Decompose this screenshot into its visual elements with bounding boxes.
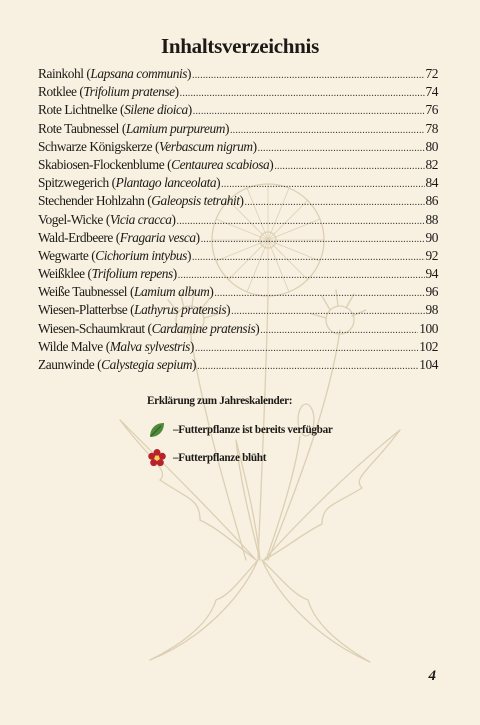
- dot-leader: [214, 288, 424, 299]
- toc-page-number: 88: [425, 211, 438, 227]
- toc-entry-label: Rainkohl (Lapsana communis): [38, 66, 192, 81]
- dot-leader: [221, 179, 424, 190]
- toc-page-number: 100: [419, 320, 438, 336]
- plant-name: Vogel-Wicke: [38, 211, 103, 227]
- toc-page-number: 90: [425, 229, 438, 245]
- page-number: 4: [428, 668, 436, 684]
- dot-leader: [180, 88, 425, 99]
- plant-name: Wegwarte: [38, 247, 89, 263]
- latin-name: Plantago lanceolata: [115, 175, 217, 191]
- plant-name: Stechender Hohlzahn: [38, 193, 145, 209]
- dot-leader: [177, 216, 425, 227]
- dot-leader: [260, 325, 418, 336]
- latin-name: Silene dioica: [124, 102, 188, 118]
- plant-name: Spitzwegerich: [38, 175, 109, 191]
- dot-leader: [245, 197, 425, 208]
- legend-item-blooming: [147, 447, 407, 469]
- dot-leader: [274, 161, 424, 172]
- toc-entry: [38, 321, 438, 339]
- latin-name: Trifolium pratense: [83, 84, 175, 100]
- flower-icon: [147, 448, 167, 468]
- latin-name: Calystegia sepium: [101, 357, 193, 372]
- toc-entry: [38, 284, 438, 302]
- legend-item-available: [147, 419, 407, 441]
- plant-name: Zaunwinde: [38, 357, 95, 372]
- dot-leader: [193, 106, 425, 117]
- latin-name: Galeopsis tetrahit: [151, 193, 240, 209]
- plant-name: Schwarze Königskerze: [38, 138, 153, 154]
- latin-name: Trifolium repens: [91, 266, 173, 282]
- dot-leader: [197, 361, 418, 372]
- dot-leader: [178, 270, 425, 281]
- latin-name: Fragaria vesca: [119, 229, 196, 245]
- latin-name: Centaurea scabiosa: [171, 156, 270, 172]
- toc-page-number: 94: [425, 266, 438, 282]
- latin-name: Vicia cracca: [109, 211, 172, 227]
- toc-entry: [38, 339, 438, 357]
- toc-page-number: 84: [425, 175, 438, 191]
- toc-entry: [38, 157, 438, 175]
- calendar-legend: [147, 395, 407, 475]
- latin-name: Lathyrus pratensis: [134, 302, 227, 318]
- toc-page-number: 78: [425, 120, 438, 136]
- plant-name: Wilde Malve: [38, 338, 103, 354]
- toc-page-number: 92: [425, 247, 438, 263]
- plant-name: Wiesen-Schaumkraut: [38, 320, 145, 336]
- dot-leader: [231, 306, 424, 317]
- toc-entry-label: Wald-Erdbeere (Fragaria vesca): [38, 229, 200, 245]
- toc-entry-label: Rote Taubnessel (Lamium purpureum): [38, 120, 229, 136]
- plant-name: Rote Lichtnelke: [38, 102, 118, 118]
- toc-entry: [38, 175, 438, 193]
- toc-entry-label: Schwarze Königskerze (Verbascum nigrum): [38, 138, 257, 154]
- plant-name: Skabiosen-Flockenblume: [38, 156, 165, 172]
- toc-page-number: 98: [425, 302, 438, 318]
- toc-page-number: 104: [419, 357, 438, 372]
- plant-name: Wald-Erdbeere: [38, 229, 113, 245]
- toc-page-number: 82: [425, 156, 438, 172]
- toc-entry-label: Weißklee (Trifolium repens): [38, 266, 177, 282]
- toc-entry-label: Zaunwinde (Calystegia sepium): [38, 357, 197, 372]
- dot-leader: [195, 343, 418, 354]
- latin-name: Lamium album: [134, 284, 210, 300]
- toc-page-number: 102: [419, 338, 438, 354]
- toc-entry-label: Spitzwegerich (Plantago lanceolata): [38, 175, 221, 191]
- toc-entry: [38, 139, 438, 157]
- toc-entry: [38, 121, 438, 139]
- legend-heading: Erklärung zum Jahreskalender:: [147, 395, 293, 407]
- latin-name: Cichorium intybus: [95, 247, 187, 263]
- plant-name: Weißklee: [38, 266, 85, 282]
- toc-entry: [38, 84, 438, 102]
- toc-entry: [38, 230, 438, 248]
- toc-entry-label: Weiße Taubnessel (Lamium album): [38, 284, 214, 300]
- latin-name: Cardamine pratensis: [151, 320, 256, 336]
- table-of-contents: [38, 66, 438, 375]
- toc-entry: [38, 193, 438, 211]
- toc-entry: [38, 248, 438, 266]
- toc-page-number: 96: [425, 284, 438, 300]
- dot-leader: [192, 252, 425, 263]
- toc-entry-label: Vogel-Wicke (Vicia cracca): [38, 211, 176, 227]
- dot-leader: [192, 70, 424, 81]
- plant-name: Rainkohl: [38, 66, 84, 81]
- page-title: Inhaltsverzeichnis: [161, 34, 319, 58]
- legend-item-label: –Futterpflanze blüht: [173, 452, 267, 464]
- toc-entry: [38, 66, 438, 84]
- toc-entry: [38, 357, 438, 375]
- toc-entry-label: Rote Lichtnelke (Silene dioica): [38, 102, 192, 118]
- toc-entry: [38, 212, 438, 230]
- plant-name: Rotklee: [38, 84, 77, 100]
- toc-entry-label: Stechender Hohlzahn (Galeopsis tetrahit): [38, 193, 244, 209]
- dot-leader: [201, 234, 425, 245]
- latin-name: Verbascum nigrum: [159, 138, 253, 154]
- toc-entry-label: Wiesen-Schaumkraut (Cardamine pratensis): [38, 320, 260, 336]
- toc-entry-label: Skabiosen-Flockenblume (Centaurea scabiosa): [38, 156, 274, 172]
- toc-entry: [38, 102, 438, 120]
- toc-page-number: 80: [425, 138, 438, 154]
- toc-entry-label: Wegwarte (Cichorium intybus): [38, 247, 191, 263]
- toc-page-number: 74: [425, 84, 438, 100]
- toc-entry-label: Rotklee (Trifolium pratense): [38, 84, 179, 100]
- toc-entry-label: Wilde Malve (Malva sylvestris): [38, 338, 194, 354]
- leaf-icon: [147, 420, 167, 440]
- latin-name: Lamium purpureum: [125, 120, 225, 136]
- legend-item-label: –Futterpflanze ist bereits verfügbar: [173, 424, 333, 436]
- toc-entry: [38, 302, 438, 320]
- plant-name: Weiße Taubnessel: [38, 284, 128, 300]
- toc-entry-label: Wiesen-Platterbse (Lathyrus pratensis): [38, 302, 231, 318]
- plant-name: Wiesen-Platterbse: [38, 302, 128, 318]
- toc-page-number: 72: [425, 66, 438, 81]
- latin-name: Malva sylvestris: [109, 338, 190, 354]
- dot-leader: [230, 125, 425, 136]
- latin-name: Lapsana communis: [90, 66, 188, 81]
- toc-page-number: 76: [425, 102, 438, 118]
- dot-leader: [258, 143, 425, 154]
- plant-name: Rote Taubnessel: [38, 120, 119, 136]
- toc-page-number: 86: [425, 193, 438, 209]
- toc-entry: [38, 266, 438, 284]
